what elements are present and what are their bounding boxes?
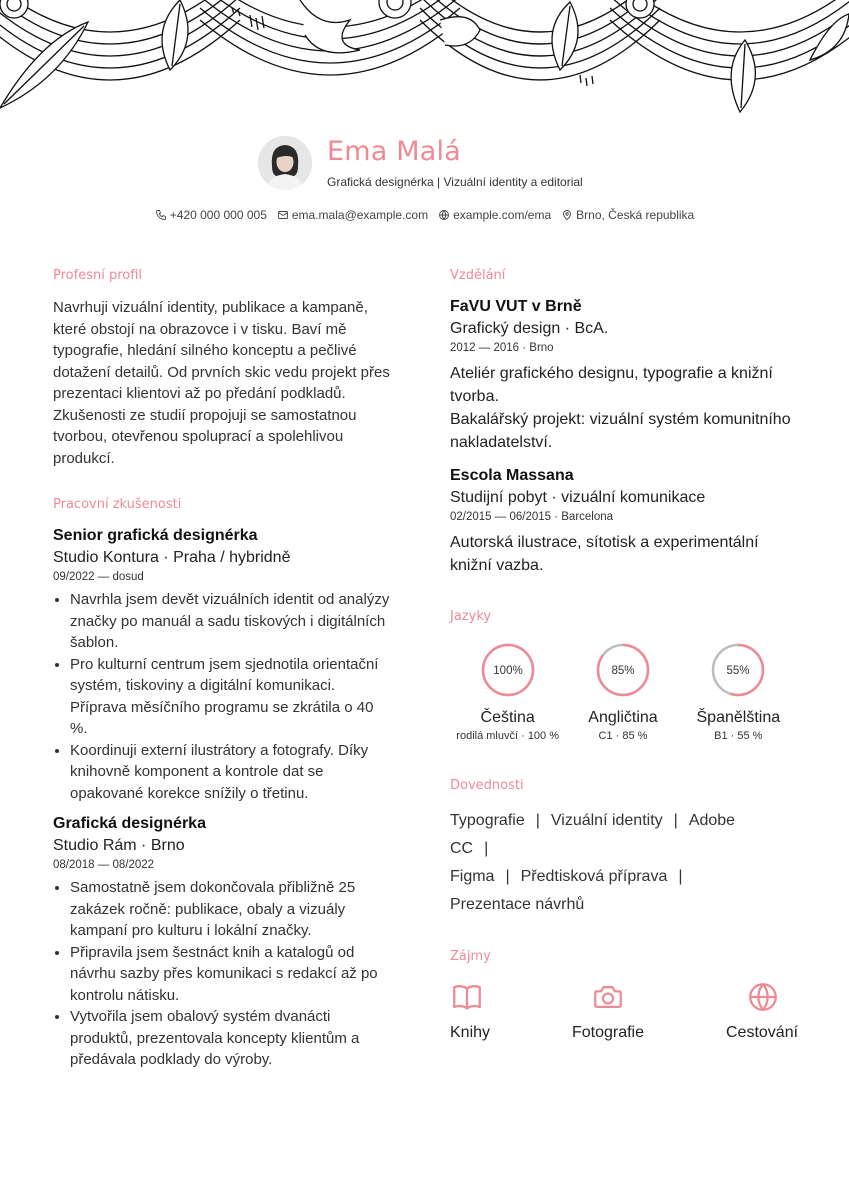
interest-item: [550, 980, 666, 1042]
contact-email[interactable]: [277, 208, 428, 222]
job-entry: [53, 814, 393, 1071]
job-bullet: • Samostatně jsem dokončovala přibližně 25 zakázek ročně: publikace, obaly a vizuály kampaní pro kulturu i lokální značky.: [70, 877, 393, 942]
resume-header: [0, 130, 849, 230]
job-subtitle: Grafická designérka | Vizuální identity a editorial: [327, 175, 583, 189]
language-level: rodilá mluvčí · 100 %: [456, 730, 560, 742]
floral-header-decoration: [0, 0, 849, 130]
skill-item: Prezentace návrhů: [450, 896, 585, 913]
skill-list: [450, 807, 780, 919]
language-ring: [480, 642, 536, 698]
right-column: [450, 268, 800, 1042]
interest-name: Cestování: [726, 1024, 799, 1041]
education-entry: [450, 297, 800, 454]
portrait-photo-icon: [258, 136, 312, 190]
skill-separator: |: [535, 812, 540, 829]
job-dates: 08/2018 — 08/2022: [53, 859, 155, 871]
education-desc-line: Bakalářský projekt: vizuální systém komunitního nakladatelství.: [450, 411, 791, 451]
job-bullet: • Připravila jsem šestnáct knih a katalogů od návrhu sazby přes komunikaci s redakcí až po kontrolu nátisku.: [70, 942, 393, 1007]
job-dates: 09/2022 — dosud: [53, 571, 144, 583]
location-text: Brno, Česká republika: [576, 208, 695, 222]
job-bullet: • Navrhla jsem devět vizuálních identit od analýzy značky po manuál a sadu tiskových i digitálních šablon.: [70, 589, 393, 654]
section-title-profile: Profesní profil: [53, 268, 143, 283]
skill-separator: |: [484, 840, 489, 857]
education-desc-line: Ateliér grafického designu, typografie a knižní tvorba.: [450, 365, 773, 405]
job-title: Grafická designérka: [53, 815, 206, 832]
job-company: Studio Rám · Brno: [53, 837, 185, 854]
web-text: example.com/ema: [453, 208, 552, 222]
interest-item: [726, 980, 799, 1042]
degree: Studijní pobyt · vizuální komunikace: [450, 489, 706, 506]
interest-list: [450, 980, 799, 1042]
skill-item: Předtisková příprava: [520, 868, 668, 885]
job-company: Studio Kontura · Praha / hybridně: [53, 549, 291, 566]
job-bullets: [53, 589, 393, 804]
language-name: Čeština: [480, 709, 535, 726]
email-text: ema.mala@example.com: [291, 208, 429, 222]
job-entry: [53, 526, 393, 804]
book-icon: [450, 980, 484, 1014]
interest-name: Knihy: [450, 1024, 491, 1041]
contact-bar: [0, 208, 849, 222]
job-bullet: • Koordinuji externí ilustrátory a fotografy. Díky knihovně komponent a kontrole dat se opakované korekce snížily o třetinu.: [70, 740, 393, 805]
language-item: [450, 642, 565, 744]
language-list: [450, 642, 796, 744]
job-title: Senior grafická designérka: [53, 527, 258, 544]
education-desc-line: Autorská ilustrace, sítotisk a experimentální knižní vazba.: [450, 534, 759, 574]
language-level: C1 · 85 %: [598, 730, 648, 742]
globe-icon: [438, 209, 450, 221]
language-item: [565, 642, 680, 744]
job-bullet: • Pro kulturní centrum jsem sjednotila orientační systém, tiskoviny a digitální komunikaci. Příprava měsíčního programu se zkrátila o 40 %.: [70, 654, 393, 740]
language-level: B1 · 55 %: [714, 730, 763, 742]
language-ring: [710, 642, 766, 698]
education-dates: 02/2015 — 06/2015 · Barcelona: [450, 511, 614, 523]
education-dates: 2012 — 2016 · Brno: [450, 342, 554, 354]
skill-item: Figma: [450, 868, 495, 885]
education-description: [450, 362, 800, 454]
skill-item: Typografie: [450, 812, 525, 829]
language-percent: 55%: [726, 665, 750, 677]
location-pin-icon: [561, 209, 573, 221]
interest-name: Fotografie: [571, 1024, 645, 1041]
camera-icon: [591, 980, 625, 1014]
profile-text: Navrhuji vizuální identity, publikace a kampaně, které obstojí na obrazovce i v tisku. Baví mě typografie, hledání silného konceptu a pečlivé dotažení detailů. Od prvních skic vedu projekt přes prezentaci klientovi až po předání podkladů. Zkušenosti ze studií propojuji se samostatnou tvorbou, otevřenou spoluprací a spolehlivou produkcí.: [53, 299, 390, 467]
skill-item: Vizuální identity: [550, 812, 663, 829]
language-name: Španělština: [696, 709, 781, 726]
job-bullet: • Vytvořila jsem obalový systém dvanácti produktů, prezentovala koncepty klientům a předávala podklady do výroby.: [70, 1006, 393, 1071]
phone-text: +420 000 000 005: [169, 208, 267, 222]
avatar: [258, 136, 312, 190]
section-title-experience: Pracovní zkušenosti: [53, 497, 182, 512]
globe-icon: [746, 980, 780, 1014]
section-title-skills: Dovednosti: [450, 778, 524, 793]
section-title-education: Vzdělání: [450, 268, 506, 283]
language-percent: 85%: [611, 665, 635, 677]
left-column: [53, 268, 393, 1081]
section-title-languages: Jazyky: [450, 609, 492, 624]
skill-separator: |: [505, 868, 510, 885]
language-ring: [595, 642, 651, 698]
degree: Grafický design · BcA.: [450, 320, 609, 337]
skill-item: Adobe CC: [450, 812, 736, 857]
language-name: Angličtina: [588, 709, 658, 726]
school-name: FaVU VUT v Brně: [450, 298, 582, 315]
interest-item: [450, 980, 490, 1042]
skill-separator: |: [678, 868, 683, 885]
contact-web[interactable]: [438, 208, 551, 222]
education-entry: [450, 466, 800, 577]
contact-phone[interactable]: [155, 208, 267, 222]
education-description: [450, 531, 800, 577]
school-name: Escola Massana: [450, 467, 574, 484]
contact-location: [561, 208, 694, 222]
mail-icon: [277, 209, 289, 221]
job-bullets: [53, 877, 393, 1071]
language-percent: 100%: [492, 665, 523, 677]
full-name: Ema Malá: [327, 136, 461, 167]
section-title-interests: Zájmy: [450, 949, 491, 964]
language-item: [681, 642, 796, 744]
phone-icon: [155, 209, 167, 221]
skill-separator: |: [673, 812, 678, 829]
